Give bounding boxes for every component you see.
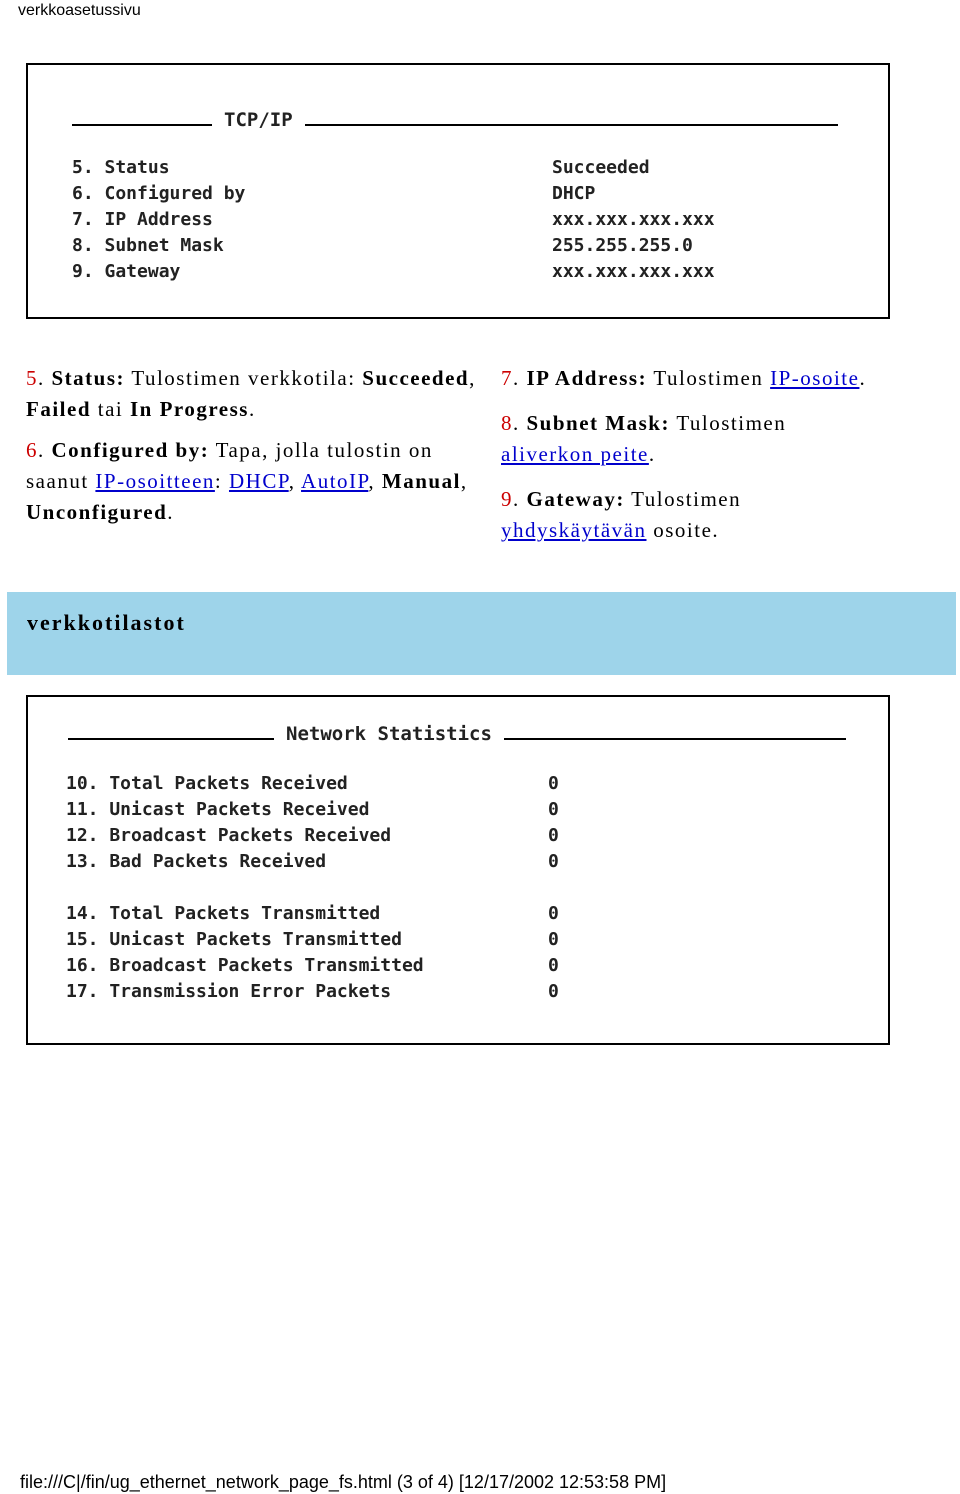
item-number: 8 [501, 411, 513, 435]
stats-title-row [68, 719, 846, 749]
stats-row [66, 851, 848, 877]
page-footer: file:///C|/fin/ug_ethernet_network_page_fs.html (3 of 4) [12/17/2002 12:53:58 PM] [20, 1472, 667, 1492]
tcpip-screenshot-panel [26, 63, 890, 319]
stats-row [66, 929, 848, 955]
period: . [248, 397, 256, 421]
stats-row [66, 981, 848, 1007]
item-text-end: osoite. [646, 518, 720, 542]
row-label: 11. Unicast Packets Received [66, 799, 370, 820]
row-value: 0 [548, 903, 559, 924]
period: . [648, 442, 656, 466]
title-rule-right [305, 124, 838, 126]
row-value: DHCP [552, 183, 596, 204]
row-value: 0 [548, 851, 559, 872]
link-aliverkon-peite[interactable]: aliverkon peite [501, 442, 649, 466]
item-term: Status: [51, 366, 126, 390]
section-band [7, 592, 956, 675]
period: . [859, 366, 867, 390]
row-value: 0 [548, 981, 559, 1002]
item-number: 6 [26, 438, 38, 462]
stats-row [66, 825, 848, 851]
separator: , [368, 469, 382, 493]
description-column-left [26, 363, 476, 528]
separator: , [288, 469, 302, 493]
item-text: Tulostimen [647, 366, 771, 390]
row-label: 10. Total Packets Received [66, 773, 348, 794]
stats-row [66, 799, 848, 825]
title-rule-right [504, 738, 846, 740]
row-value: Succeeded [552, 157, 650, 178]
item-number: 5 [26, 366, 38, 390]
item-text: Tulostimen [624, 487, 742, 511]
item-text: Tapa, jolla tulostin on saanut [26, 438, 433, 493]
description-item-9: 9. Gateway: Tulostimen yhdyskäytävän osoite. [501, 487, 742, 542]
row-label: 8. Subnet Mask [72, 235, 224, 256]
row-value: 0 [548, 799, 559, 820]
item-number: 7 [501, 366, 513, 390]
separator: : [214, 469, 229, 493]
value-manual: Manual [381, 469, 461, 493]
row-gap [66, 877, 848, 903]
tcpip-row-ip-address [72, 209, 838, 235]
tcpip-title: TCP/IP [224, 109, 293, 131]
row-label: 6. Configured by [72, 183, 246, 204]
separator: tai [91, 397, 130, 421]
tcpip-row-configured-by [72, 183, 838, 209]
stats-rows [66, 773, 848, 1007]
row-value: 255.255.255.0 [552, 235, 693, 256]
item-text: Tulostimen [669, 411, 787, 435]
item-term: IP Address: [526, 366, 648, 390]
item-text: Tulostimen verkkotila: [125, 366, 363, 390]
item-term: Configured by: [51, 438, 210, 462]
period: . [167, 500, 175, 524]
row-label: 15. Unicast Packets Transmitted [66, 929, 402, 950]
separator: , [460, 469, 468, 493]
row-value: 0 [548, 929, 559, 950]
item-term: Subnet Mask: [526, 411, 670, 435]
row-value: xxx.xxx.xxx.xxx [552, 261, 715, 282]
row-value: 0 [548, 825, 559, 846]
tcpip-row-subnet-mask [72, 235, 838, 261]
stats-title: Network Statistics [286, 723, 492, 745]
description-item-6: 6. Configured by: Tapa, jolla tulostin on saanut IP-osoitteen: DHCP, AutoIP, Manual, Unconfigured. [26, 438, 468, 524]
value-in-progress: In Progress [130, 397, 249, 421]
row-label: 13. Bad Packets Received [66, 851, 327, 872]
row-label: 14. Total Packets Transmitted [66, 903, 381, 924]
separator: , [469, 366, 476, 390]
description-item-5: 5. Status: Tulostimen verkkotila: Succeeded, Failed tai In Progress. [26, 366, 476, 421]
tcpip-title-row [72, 105, 838, 135]
tcpip-rows [72, 157, 838, 287]
stats-row [66, 903, 848, 929]
link-autoip[interactable]: AutoIP [301, 469, 369, 493]
section-title: verkkotilastot [27, 610, 186, 635]
row-label: 9. Gateway [72, 261, 181, 282]
row-label: 17. Transmission Error Packets [66, 981, 392, 1002]
row-value: 0 [548, 955, 559, 976]
tcpip-row-status [72, 157, 838, 183]
page-header: verkkoasetussivu [18, 2, 141, 19]
stats-row [66, 955, 848, 981]
row-value: 0 [548, 773, 559, 794]
link-ip-osoite[interactable]: IP-osoite [770, 366, 860, 390]
row-value: xxx.xxx.xxx.xxx [552, 209, 715, 230]
link-yhdyskaytavan[interactable]: yhdyskäytävän [501, 518, 647, 542]
description-column-right [501, 363, 951, 546]
stats-row [66, 773, 848, 799]
value-unconfigured: Unconfigured [26, 500, 168, 524]
title-rule-left [68, 738, 274, 740]
link-ip-osoitteen[interactable]: IP-osoitteen [95, 469, 215, 493]
link-dhcp[interactable]: DHCP [228, 469, 289, 493]
item-term: Gateway: [526, 487, 625, 511]
row-label: 12. Broadcast Packets Received [66, 825, 392, 846]
tcpip-row-gateway [72, 261, 838, 287]
value-succeeded: Succeeded [362, 366, 470, 390]
row-label: 5. Status [72, 157, 170, 178]
network-statistics-screenshot-panel [26, 695, 890, 1045]
row-label: 7. IP Address [72, 209, 213, 230]
description-item-8: 8. Subnet Mask: Tulostimen aliverkon peite. [501, 411, 787, 466]
description-item-7: 7. IP Address: Tulostimen IP-osoite. [501, 366, 867, 390]
item-number: 9 [501, 487, 513, 511]
row-label: 16. Broadcast Packets Transmitted [66, 955, 424, 976]
value-failed: Failed [26, 397, 91, 421]
title-rule-left [72, 124, 212, 126]
